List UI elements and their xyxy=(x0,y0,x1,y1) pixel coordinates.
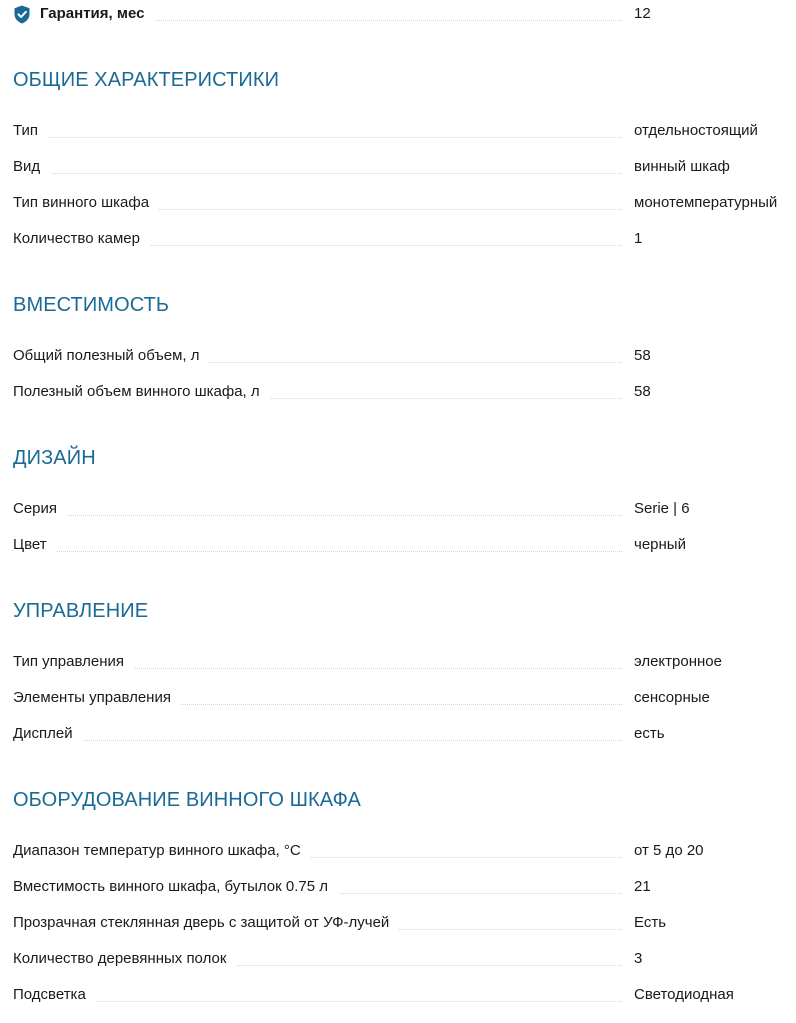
spec-row xyxy=(13,185,796,221)
spec-label: Количество камер xyxy=(13,221,150,257)
spec-row xyxy=(13,941,796,977)
spec-row-warranty xyxy=(13,0,796,32)
spec-label: Тип xyxy=(13,113,48,149)
dotted-leader xyxy=(13,1001,622,1002)
spec-label: Элементы управления xyxy=(13,680,181,716)
spec-row xyxy=(13,221,796,257)
spec-row xyxy=(13,833,796,869)
spec-value: сенсорные xyxy=(634,689,710,706)
spec-row xyxy=(13,338,796,374)
dotted-leader xyxy=(13,515,622,516)
spec-value: 3 xyxy=(634,950,643,967)
spec-row xyxy=(13,113,796,149)
section-title-capacity: ВМЕСТИМОСТЬ xyxy=(13,294,170,316)
spec-value: Есть xyxy=(634,914,667,931)
spec-label: Подсветка xyxy=(13,977,96,1013)
spec-value: электронное xyxy=(634,653,722,670)
spec-row xyxy=(13,680,796,716)
section-title-control: УПРАВЛЕНИЕ xyxy=(13,600,149,622)
spec-value: 21 xyxy=(634,878,651,895)
spec-label: Тип управления xyxy=(13,644,134,680)
spec-row xyxy=(13,905,796,941)
section-title-wine-equipment: ОБОРУДОВАНИЕ ВИННОГО ШКАФА xyxy=(13,789,361,811)
spec-label: Дисплей xyxy=(13,716,83,752)
spec-row xyxy=(13,869,796,905)
spec-label: Тип винного шкафа xyxy=(13,185,159,221)
spec-value: 58 xyxy=(634,383,651,400)
spec-label: Общий полезный объем, л xyxy=(13,338,209,374)
spec-label: Количество деревянных полок xyxy=(13,941,236,977)
spec-row xyxy=(13,716,796,752)
spec-row xyxy=(13,491,796,527)
spec-row xyxy=(13,527,796,563)
spec-label: Серия xyxy=(13,491,67,527)
spec-value: монотемпературный xyxy=(634,194,778,211)
section-title-design: ДИЗАЙН xyxy=(13,447,96,469)
spec-value: 58 xyxy=(634,347,651,364)
spec-value: Светодиодная xyxy=(634,986,734,1003)
dotted-leader xyxy=(13,740,622,741)
spec-value: 1 xyxy=(634,230,643,247)
shield-check-icon xyxy=(13,5,31,24)
spec-label: Гарантия, мес xyxy=(13,0,154,32)
spec-value: отдельностоящий xyxy=(634,122,758,139)
spec-row xyxy=(13,977,796,1013)
spec-value: от 5 до 20 xyxy=(634,842,704,859)
spec-label: Прозрачная стеклянная дверь с защитой от УФ-лучей xyxy=(13,905,399,941)
spec-row xyxy=(13,149,796,185)
spec-label: Вид xyxy=(13,149,50,185)
section-title-general: ОБЩИЕ ХАРАКТЕРИСТИКИ xyxy=(13,69,280,91)
spec-label: Вместимость винного шкафа, бутылок 0.75 л xyxy=(13,869,338,905)
spec-label: Полезный объем винного шкафа, л xyxy=(13,374,270,410)
spec-value: есть xyxy=(634,725,665,742)
spec-label: Диапазон температур винного шкафа, °C xyxy=(13,833,311,869)
dotted-leader xyxy=(13,173,622,174)
spec-value: Serie | 6 xyxy=(634,500,690,517)
spec-row xyxy=(13,374,796,410)
dotted-leader xyxy=(13,551,622,552)
dotted-leader xyxy=(13,137,622,138)
spec-label: Цвет xyxy=(13,527,57,563)
spec-value: 12 xyxy=(634,5,651,22)
spec-row xyxy=(13,644,796,680)
spec-value: винный шкаф xyxy=(634,158,730,175)
spec-value: черный xyxy=(634,536,686,553)
